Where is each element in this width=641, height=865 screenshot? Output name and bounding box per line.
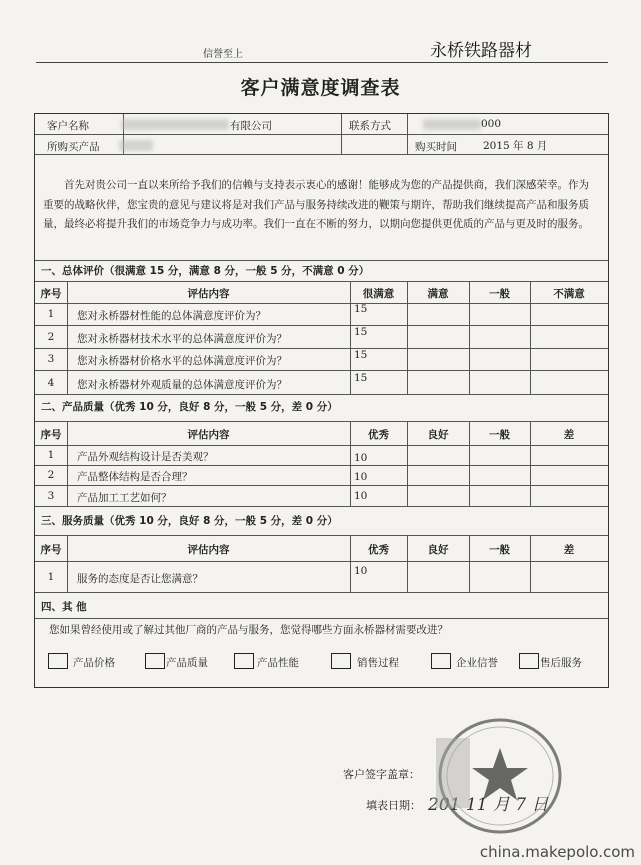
- s2-row-content: 产品加工工艺如何？: [77, 492, 172, 504]
- s3-header-excellent: 优秀: [368, 544, 389, 556]
- option-reputation-label: 企业信誉: [456, 657, 498, 669]
- s3-row-no: 1: [47, 571, 55, 583]
- s2-row-no: 1: [47, 449, 55, 461]
- s1-row-score: 15: [354, 326, 368, 338]
- s1-row-content: 您对永桥器材价格水平的总体满意度评价为？: [77, 355, 287, 367]
- customer-name-value: 有限公司: [230, 120, 272, 132]
- s1-row-content: 您对永桥器材外观质量的总体满意度评价为？: [77, 379, 287, 391]
- customer-name-label: 客户名称: [47, 120, 89, 132]
- survey-form: [34, 113, 609, 688]
- form-title: 客户满意度调查表: [240, 77, 401, 99]
- s1-row-score: 15: [354, 372, 368, 384]
- handwritten-date: 201 11 月 7 日: [428, 795, 549, 815]
- s3-header-content: 评估内容: [187, 544, 230, 556]
- header-rule: [36, 62, 608, 63]
- s2-row-score: 10: [354, 452, 368, 464]
- s3-header-good: 良好: [427, 544, 449, 556]
- redacted-product: [119, 140, 153, 151]
- s2-header-average: 一般: [489, 429, 510, 441]
- section4-heading: 四、其 他: [41, 601, 87, 613]
- option-quality-label: 产品质量: [166, 657, 208, 669]
- s1-header-content: 评估内容: [187, 288, 230, 300]
- s1-header-satisfied: 满意: [427, 288, 449, 300]
- section3-heading: 三、服务质量（优秀 10 分，良好 8 分，一般 5 分，差 0 分）: [41, 515, 338, 527]
- contact-label: 联系方式: [349, 120, 391, 132]
- s2-header-poor: 差: [563, 429, 575, 441]
- watermark: china.makepolo.com: [479, 843, 635, 861]
- s1-row-no: 2: [47, 331, 55, 343]
- s2-row-score: 10: [354, 471, 368, 483]
- s2-row-no: 3: [47, 490, 55, 502]
- date-label: 填表日期：: [366, 799, 421, 812]
- s1-header-very-satisfied: 很满意: [362, 288, 395, 300]
- redacted-customer-name: [121, 119, 229, 130]
- company-seal-stamp: [418, 718, 568, 838]
- s1-header-average: 一般: [489, 288, 510, 300]
- s2-row-score: 10: [354, 490, 368, 502]
- s2-row-no: 2: [47, 469, 55, 481]
- checkbox-performance[interactable]: [234, 653, 254, 669]
- option-performance-label: 产品性能: [257, 657, 299, 669]
- checkbox-after-sales[interactable]: [519, 653, 539, 669]
- s2-row-content: 产品整体结构是否合理？: [77, 471, 193, 483]
- section1-heading: 一、总体评价（很满意 15 分，满意 8 分，一般 5 分，不满意 0 分）: [41, 265, 370, 277]
- seal-label: 客户签字盖章：: [343, 768, 420, 781]
- s2-header-no: 序号: [40, 429, 62, 441]
- s3-header-poor: 差: [563, 544, 575, 556]
- option-after-sales-label: 售后服务: [540, 657, 582, 669]
- redacted-contact: [423, 119, 481, 130]
- s2-header-content: 评估内容: [187, 429, 230, 441]
- checkbox-price[interactable]: [48, 653, 68, 669]
- option-sales-process-label: 销售过程: [357, 657, 399, 669]
- header-slogan: 信誉至上: [203, 49, 243, 60]
- contact-value: 000: [481, 118, 502, 130]
- s1-row-content: 您对永桥器材性能的总体满意度评价为？: [77, 310, 266, 322]
- checkbox-sales-process[interactable]: [331, 653, 351, 669]
- purchase-time-value: 2015 年 8 月: [483, 140, 548, 152]
- s3-row-content: 服务的态度是否让您满意？: [77, 573, 203, 585]
- s1-row-no: 4: [47, 377, 55, 389]
- section2-heading: 二、产品质量（优秀 10 分，良好 8 分，一般 5 分，差 0 分）: [41, 401, 338, 413]
- s2-header-excellent: 优秀: [368, 429, 389, 441]
- s3-row-score: 10: [354, 565, 368, 577]
- product-label: 所购买产品: [47, 141, 100, 153]
- s2-header-good: 良好: [427, 429, 449, 441]
- header-brand: 永桥铁路器材: [430, 41, 532, 61]
- s2-row-content: 产品外观结构设计是否美观？: [77, 451, 214, 463]
- section4-question: 您如果曾经使用或了解过其他厂商的产品与服务，您觉得哪些方面永桥器材需要改进？: [49, 624, 448, 636]
- s1-row-no: 1: [47, 308, 55, 320]
- purchase-time-label: 购买时间: [415, 141, 457, 153]
- s3-header-no: 序号: [40, 544, 62, 556]
- s1-header-no: 序号: [40, 288, 62, 300]
- option-price-label: 产品价格: [73, 657, 115, 669]
- s1-row-content: 您对永桥器材技术水平的总体满意度评价为？: [77, 333, 287, 345]
- checkbox-quality[interactable]: [145, 653, 165, 669]
- s3-header-average: 一般: [489, 544, 510, 556]
- s1-row-no: 3: [47, 353, 55, 365]
- s1-row-score: 15: [354, 349, 368, 361]
- intro-paragraph: 首先对贵公司一直以来所给予我们的信赖与支持表示衷心的感谢！能够成为您的产品提供商，我们深感荣幸。作为重要的战略伙伴，您宝贵的意见与建议将是对我们产品与服务持续改进的鞭策与期许，帮助我们继续提高产品和服务质量，最终必将提升我们的市场竞争力与成功率。我们一直在不断的努力，以期向您提供更优质的产品与更及时的服务。: [43, 179, 589, 230]
- checkbox-reputation[interactable]: [431, 653, 451, 669]
- s1-header-unsatisfied: 不满意: [553, 288, 585, 300]
- s1-row-score: 15: [354, 303, 368, 315]
